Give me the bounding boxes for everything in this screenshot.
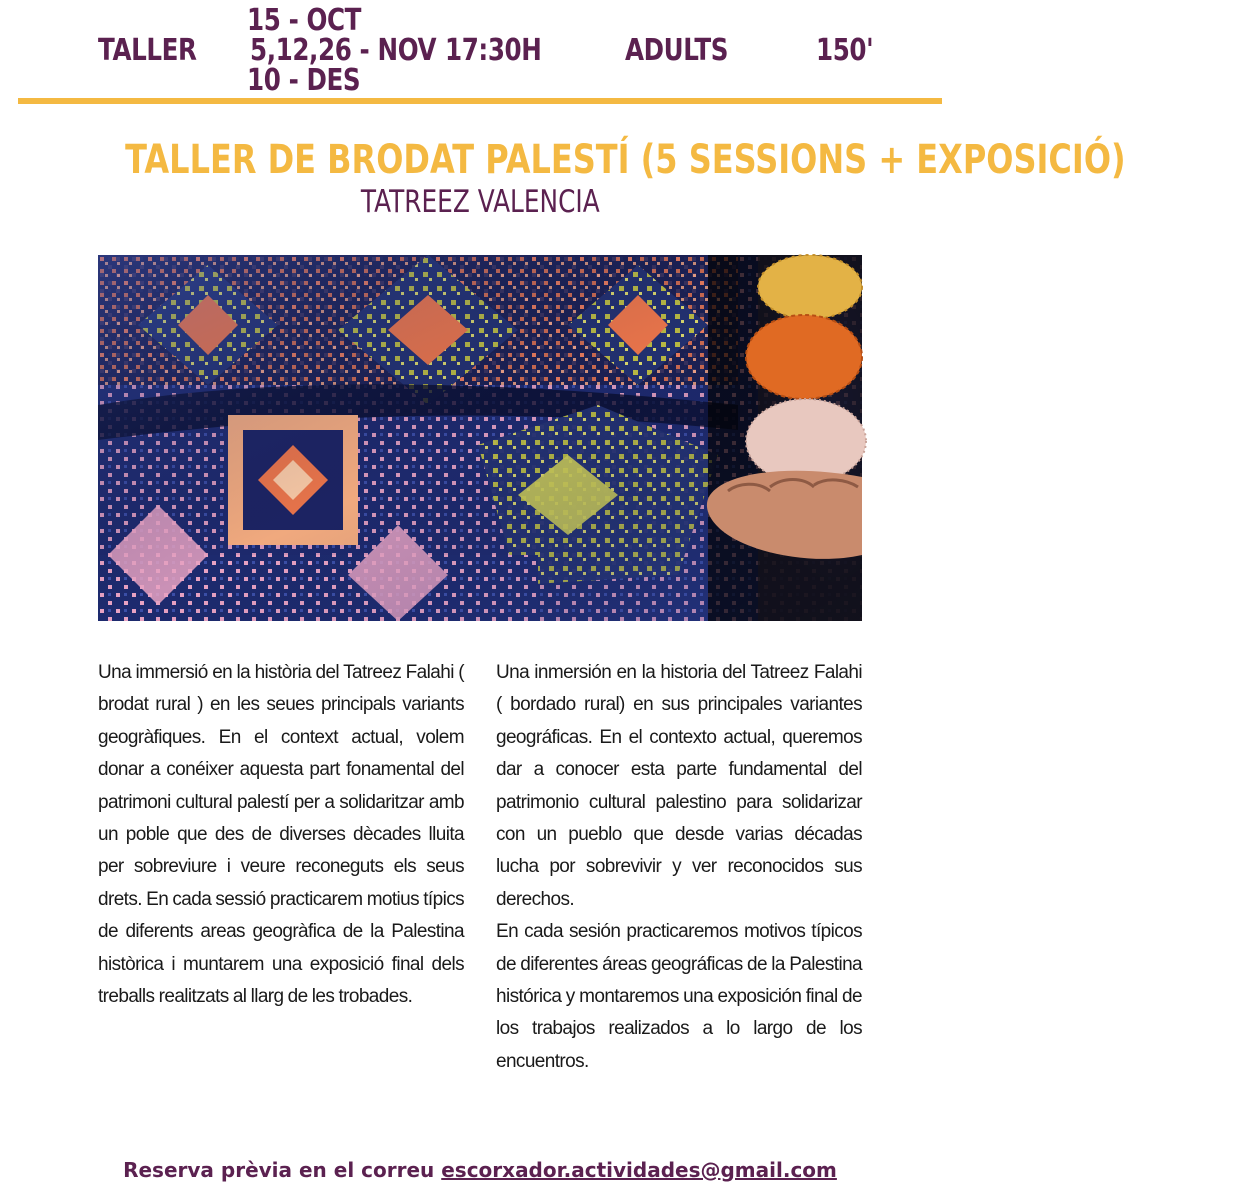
description-spanish-paragraph-1: Una inmersión en la historia del Tatreez Falahi ( bordado rural) en sus principales variantes geográficas. En el contexto actual, queremos dar a conocer esta parte fundamental del patrimonio cultural palestino para solidarizar con un pueblo que desde varias décadas lucha por sobrevivir y ver reconocidos sus derechos. (496, 662, 862, 910)
page-title-text: TALLER DE BRODAT PALESTÍ (5 SESSIONS + EXPOSICIÓ) (125, 137, 1126, 183)
header-time: 17:30H (445, 33, 542, 68)
embroidery-illustration (98, 255, 862, 621)
reservation-text: Reserva prèvia en el correu (123, 1158, 435, 1182)
page-title (0, 137, 1126, 183)
embroidery-photo (98, 255, 862, 621)
header-date-nov: 5,12,26 - NOV (250, 33, 437, 68)
header-duration: 150' (816, 33, 874, 68)
header-type: TALLER (98, 33, 197, 68)
page-subtitle-text: TATREEZ VALENCIA (360, 184, 600, 220)
reservation-email-link[interactable]: escorxador.actividades@gmail.com (441, 1158, 837, 1182)
header-divider (18, 98, 942, 104)
description-spanish-paragraph-2: En cada sesión practicaremos motivos típicos de diferentes áreas geográficas de la Palestina histórica y montaremos una exposición final de los trabajos realizados a lo largo de los encuentros. (496, 921, 862, 1072)
reservation-footer (0, 1155, 960, 1185)
page-subtitle (0, 185, 960, 219)
header-audience: ADULTS (625, 33, 729, 68)
header-date-des: 10 - DES (247, 63, 361, 98)
description-catalan-text: Una immersió en la història del Tatreez Falahi ( brodat rural ) en les seues principals variants geogràfiques. En el context actual, volem donar a conéixer aquesta part fonamental del patrimoni cultural palestí per a solidaritzar amb un poble que des de diverses dècades lluita per sobreviure i veure reconeguts els seus drets. En cada sessió practicarem motius típics de diferents areas geogràfica de la Palestina històrica i muntarem una exposició final dels treballs realitzats al llarg de les trobades. (98, 662, 464, 1008)
description-catalan (98, 657, 464, 1013)
header-date-oct: 15 - OCT (247, 3, 362, 38)
description-spanish (496, 657, 862, 1078)
